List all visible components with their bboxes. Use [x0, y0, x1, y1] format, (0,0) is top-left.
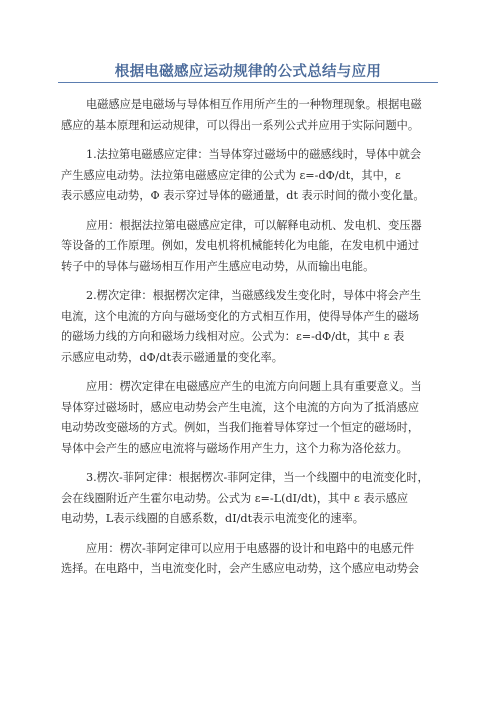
text-line: 感应的基本原理和运动规律，可以得出一系列公式并应用于实际问题中。: [61, 118, 420, 132]
paragraph: [61, 286, 441, 368]
paragraph: [61, 377, 441, 459]
text-line: 会在线圈附近产生霍尔电动势。公式为 ε=-L(dI/dt)，其中 ε 表示感应: [61, 491, 409, 505]
text-line: 等设备的工作原理。例如，发电机将机械能转化为电能，在发电机中通过: [61, 239, 420, 252]
document-body: [61, 95, 441, 589]
text-line: 3.楞次-菲阿定律：根据楞次-菲阿定律，当一个线圈中的电流变化时，: [86, 471, 429, 484]
title-divider: [58, 82, 438, 83]
text-line: 表示感应电动势，Φ 表示穿过导体的磁通量，dt 表示时间的微小变化量。: [61, 189, 425, 202]
text-line: 选择。在电路中，当电流变化时，会产生感应电动势，这个感应电动势会: [61, 562, 420, 575]
page-title: 根据电磁感应运动规律的公式总结与应用: [114, 63, 382, 80]
text-line: 转子中的导体与磁场相互作用产生感应电动势，从而输出电能。: [61, 259, 375, 273]
text-line: 产生感应电动势。法拉第电磁感应定律的公式为 ε=-dΦ/dt，其中，ε: [61, 168, 401, 182]
text-line: 导体穿过磁场时，感应电动势会产生电流，这个电流的方向为了抵消感应: [61, 400, 420, 414]
paragraph: [61, 216, 441, 278]
text-line: 电流，这个电流的方向与磁场变化的方式相互作用，使得导体产生的磁场: [61, 309, 420, 323]
text-line: 应用：楞次定律在电磁感应产生的电流方向问题上具有重要意义。当: [86, 380, 422, 393]
text-line: 2.楞次定律：根据楞次定律，当磁感线发生变化时，导体中将会产生: [86, 289, 422, 302]
text-line: 电磁感应是电磁场与导体相互作用所产生的一种物理现象。根据电磁: [86, 98, 422, 111]
text-line: 应用：根据法拉第电磁感应定律，可以解释电动机、发电机、变压器: [86, 218, 422, 232]
text-line: 的磁场力线的方向和磁场力线相对应。公式为：ε=-dΦ/dt，其中 ε 表: [61, 330, 405, 343]
text-line: 电动势改变磁场的方式。例如，当我们拖着导体穿过一个恒定的磁场时，: [61, 421, 420, 434]
text-line: 应用：楞次-菲阿定律可以应用于电感器的设计和电路中的电感元件: [86, 541, 415, 555]
paragraph: [61, 145, 441, 207]
text-line: 1.法拉第电磁感应定律：当导体穿过磁场中的磁感线时，导体中就会: [86, 148, 422, 161]
paragraph: [61, 468, 441, 530]
text-line: 电动势，L表示线圈的自感系数，dI/dt表示电流变化的速率。: [61, 512, 364, 525]
paragraph: [61, 95, 441, 136]
paragraph: [61, 539, 441, 580]
text-line: 导体中会产生的感应电流将与磁场作用产生力，这个力称为洛伦兹力。: [61, 441, 408, 455]
text-line: 示感应电动势，dΦ/dt表示磁通量的变化率。: [61, 350, 283, 364]
